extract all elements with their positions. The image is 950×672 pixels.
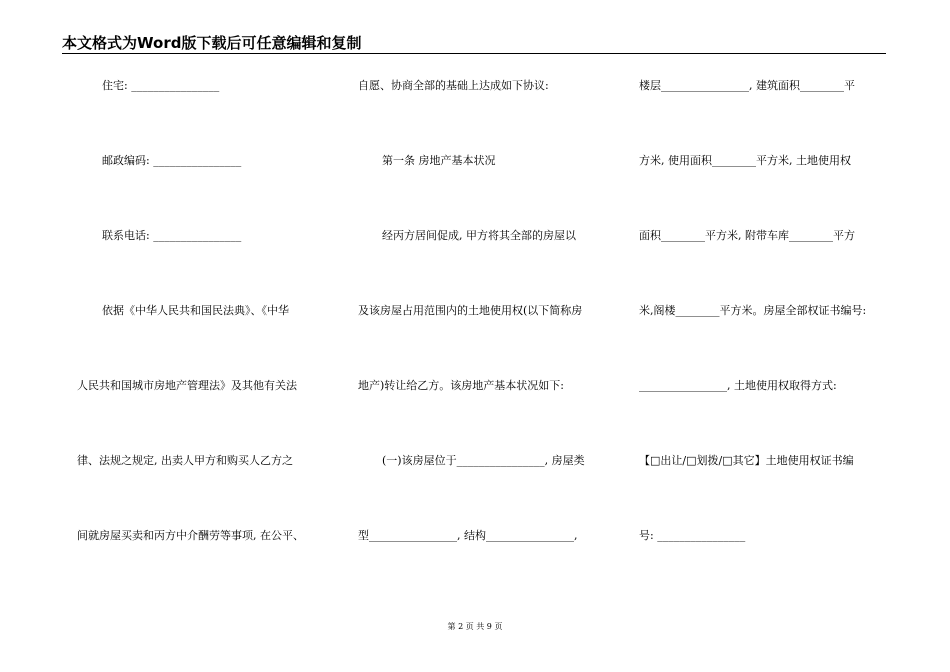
text-line: 依据《中华人民共和国民法典》、《中华	[102, 304, 289, 317]
text-line: ________________, 土地使用权取得方式:	[639, 379, 837, 392]
text-line: 地产)转让给乙方。该房地产基本状况如下:	[358, 379, 564, 392]
text-line: 第一条 房地产基本状况	[382, 154, 496, 167]
text-line: 自愿、协商全部的基础上达成如下协议:	[358, 79, 549, 92]
text-line: 型________________, 结构________________,	[358, 529, 578, 542]
text-line: 经丙方居间促成, 甲方将其全部的房屋以	[382, 229, 576, 242]
text-line: 人民共和国城市房地产管理法》及其他有关法	[77, 379, 297, 392]
page-number: 第 2 页 共 9 页	[447, 622, 503, 631]
document-header: 本文格式为Word版下载后可任意编辑和复制	[62, 34, 362, 52]
text-line: 面积________平方米, 附带车库________平方	[639, 229, 855, 242]
header-divider	[62, 53, 886, 54]
text-line: 【□出让/□划拨/□其它】土地使用权证书编	[639, 454, 854, 467]
text-line: 号: ________________	[639, 529, 746, 542]
text-line: 楼层________________, 建筑面积________平	[639, 79, 855, 92]
text-line: 间就房屋买卖和丙方中介酬劳等事项, 在公平、	[77, 529, 304, 542]
text-line: (一)该房屋位于________________, 房屋类	[382, 454, 585, 467]
text-line: 住宅: ________________	[102, 79, 220, 92]
text-line: 邮政编码: ________________	[102, 154, 242, 167]
text-line: 米,阁楼________平方米。房屋全部权证书编号:	[639, 304, 867, 317]
text-line: 律、法规之规定, 出卖人甲方和购买人乙方之	[77, 454, 293, 467]
text-line: 方米, 使用面积________平方米, 土地使用权	[639, 154, 851, 167]
text-line: 及该房屋占用范围内的土地使用权(以下简称房	[358, 304, 583, 317]
text-line: 联系电话: ________________	[102, 229, 242, 242]
